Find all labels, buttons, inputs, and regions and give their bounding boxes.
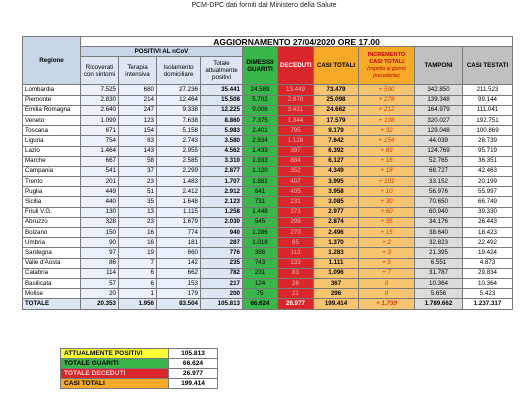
total-row [23, 299, 513, 309]
tamponi-cell: 21.395 [415, 248, 463, 258]
table-row [23, 95, 513, 105]
casi-totali-cell: 6.127 [314, 156, 359, 166]
terapia-cell: 13 [119, 207, 157, 217]
isolamento-cell: 774 [157, 228, 201, 238]
deceduti-cell: 271 [278, 207, 314, 217]
guariti-cell: 124 [243, 278, 278, 288]
terapia-cell: 19 [119, 248, 157, 258]
tamponi-cell: 320.027 [415, 115, 463, 125]
terapia-cell: 23 [119, 217, 157, 227]
casi-totali-cell: 7.642 [314, 136, 359, 146]
deceduti-cell: 21 [278, 289, 314, 299]
deceduti-cell: 1.128 [278, 136, 314, 146]
terapia-cell: 51 [119, 187, 157, 197]
table-row [23, 238, 513, 248]
guariti-cell: 24.589 [243, 85, 278, 95]
tamponi-cell: 10.364 [415, 278, 463, 288]
total-terapia-cell: 1.956 [119, 299, 157, 309]
incremento-cell: 0 [359, 278, 415, 288]
terapia-cell: 16 [119, 228, 157, 238]
ricoverati-cell: 328 [81, 217, 119, 227]
header-tamponi: TAMPONI [415, 47, 463, 85]
guariti-cell: 398 [243, 248, 278, 258]
isolamento-cell: 1.483 [157, 177, 201, 187]
casi-testati-cell: 55.997 [463, 187, 513, 197]
totale-positivi-cell: 776 [201, 248, 243, 258]
casi-totali-cell: 3.958 [314, 187, 359, 197]
deceduti-cell: 1.344 [278, 115, 314, 125]
ricoverati-cell: 754 [81, 136, 119, 146]
table-row [23, 166, 513, 176]
terapia-cell: 154 [119, 126, 157, 136]
table-row [23, 105, 513, 115]
casi-totali-cell: 1.111 [314, 258, 359, 268]
tamponi-cell: 5.656 [415, 289, 463, 299]
casi-testati-cell: 95.719 [463, 146, 513, 156]
tamponi-cell: 44.039 [415, 136, 463, 146]
table-row [23, 258, 513, 268]
isolamento-cell: 9.338 [157, 105, 201, 115]
guariti-cell: 1.120 [243, 166, 278, 176]
tamponi-cell: 60.940 [415, 207, 463, 217]
casi-testati-cell: 36.351 [463, 156, 513, 166]
terapia-cell: 37 [119, 166, 157, 176]
casi-totali-cell: 17.579 [314, 115, 359, 125]
guariti-cell: 545 [243, 217, 278, 227]
region-cell: Valle d'Aosta [23, 258, 81, 268]
terapia-cell: 143 [119, 146, 157, 156]
deceduti-cell: 299 [278, 217, 314, 227]
deceduti-cell: 231 [278, 197, 314, 207]
region-cell: Emilia Romagna [23, 105, 81, 115]
incremento-cell: + 101 [359, 177, 415, 187]
casi-testati-cell: 10.364 [463, 278, 513, 288]
table-row [23, 156, 513, 166]
casi-totali-cell: 25.098 [314, 95, 359, 105]
deceduti-cell: 270 [278, 228, 314, 238]
guariti-cell: 231 [243, 268, 278, 278]
terapia-cell: 214 [119, 95, 157, 105]
deceduti-cell: 407 [278, 177, 314, 187]
ricoverati-cell: 20 [81, 289, 119, 299]
table-row [23, 217, 513, 227]
isolamento-cell: 153 [157, 278, 201, 288]
incremento-cell: + 16 [359, 156, 415, 166]
casi-totali-cell: 296 [314, 289, 359, 299]
ricoverati-cell: 1.464 [81, 146, 119, 156]
terapia-cell: 6 [119, 278, 157, 288]
deceduti-cell: 3.431 [278, 105, 314, 115]
casi-totali-cell: 3.085 [314, 197, 359, 207]
incremento-cell: + 15 [359, 228, 415, 238]
deceduti-cell: 113 [278, 248, 314, 258]
table-row [23, 177, 513, 187]
deceduti-cell: 2.878 [278, 95, 314, 105]
ricoverati-cell: 86 [81, 258, 119, 268]
summary-value: 105.813 [169, 349, 218, 359]
header-terapia: Terapia intensiva [119, 57, 157, 85]
guariti-cell: 2.401 [243, 126, 278, 136]
casi-totali-cell: 2.496 [314, 228, 359, 238]
ricoverati-cell: 201 [81, 177, 119, 187]
isolamento-cell: 179 [157, 289, 201, 299]
tamponi-cell: 38.640 [415, 228, 463, 238]
header-ricoverati: Ricoverati con sintomi [81, 57, 119, 85]
isolamento-cell: 1.648 [157, 197, 201, 207]
terapia-cell: 6 [119, 268, 157, 278]
isolamento-cell: 660 [157, 248, 201, 258]
casi-testati-cell: 42.463 [463, 166, 513, 176]
totale-positivi-cell: 1.707 [201, 177, 243, 187]
region-cell: Lazio [23, 146, 81, 156]
totale-positivi-cell: 2.877 [201, 166, 243, 176]
casi-testati-cell: 18.423 [463, 228, 513, 238]
total-deceduti-cell: 26.977 [278, 299, 314, 309]
guariti-cell: 1.018 [243, 238, 278, 248]
totale-positivi-cell: 3.310 [201, 156, 243, 166]
guariti-cell: 2.934 [243, 136, 278, 146]
table-body [23, 85, 513, 309]
terapia-cell: 123 [119, 115, 157, 125]
totale-positivi-cell: 1.258 [201, 207, 243, 217]
incremento-cell: + 590 [359, 85, 415, 95]
terapia-cell: 7 [119, 258, 157, 268]
summary-value: 26.977 [169, 369, 218, 379]
guariti-cell: 1.448 [243, 207, 278, 217]
table-row [23, 207, 513, 217]
total-guariti-cell: 66.624 [243, 299, 278, 309]
table-row [23, 85, 513, 95]
totale-positivi-cell: 2.912 [201, 187, 243, 197]
casi-totali-cell: 24.662 [314, 105, 359, 115]
casi-testati-cell: 100.869 [463, 126, 513, 136]
incremento-cell: + 35 [359, 217, 415, 227]
isolamento-cell: 7.638 [157, 115, 201, 125]
deceduti-cell: 884 [278, 156, 314, 166]
table-row [23, 289, 513, 299]
totale-positivi-cell: 287 [201, 238, 243, 248]
table-row [23, 146, 513, 156]
ricoverati-cell: 114 [81, 268, 119, 278]
region-cell: Piemonte [23, 95, 81, 105]
guariti-cell: 641 [243, 187, 278, 197]
ricoverati-cell: 130 [81, 207, 119, 217]
tamponi-cell: 34.176 [415, 217, 463, 227]
guariti-cell: 7.375 [243, 115, 278, 125]
guariti-cell: 1.286 [243, 228, 278, 238]
tamponi-cell: 164.979 [415, 105, 463, 115]
casi-testati-cell: 28.739 [463, 136, 513, 146]
region-cell: Abruzzo [23, 217, 81, 227]
guariti-cell: 5.702 [243, 95, 278, 105]
guariti-cell: 9.006 [243, 105, 278, 115]
total-totale-positivi-cell: 105.813 [201, 299, 243, 309]
region-cell: Puglia [23, 187, 81, 197]
incremento-cell: + 278 [359, 95, 415, 105]
isolamento-cell: 27.236 [157, 85, 201, 95]
banner-row [23, 37, 513, 47]
region-cell: Calabria [23, 268, 81, 278]
region-cell: Bolzano [23, 228, 81, 238]
total-casi-totali-cell: 199.414 [314, 299, 359, 309]
group-header-row [23, 47, 513, 57]
casi-totali-cell: 2.874 [314, 217, 359, 227]
header-positivi-group: POSITIVI AL nCoV [81, 47, 243, 57]
header-regione: Regione [23, 37, 81, 85]
isolamento-cell: 2.743 [157, 136, 201, 146]
incremento-cell: + 3 [359, 248, 415, 258]
isolamento-cell: 2.955 [157, 146, 201, 156]
terapia-cell: 83 [119, 136, 157, 146]
table-row [23, 197, 513, 207]
totale-positivi-cell: 8.860 [201, 115, 243, 125]
summary-value: 66.624 [169, 359, 218, 369]
summary-label: CASI TOTALI [61, 379, 169, 389]
summary-value: 199.414 [169, 379, 218, 389]
region-cell: Sardegna [23, 248, 81, 258]
casi-testati-cell: 39.330 [463, 207, 513, 217]
incremento-cell: + 60 [359, 207, 415, 217]
guariti-cell: 731 [243, 197, 278, 207]
table-row [23, 126, 513, 136]
region-cell: Friuli V.G. [23, 207, 81, 217]
casi-testati-cell: 29.834 [463, 268, 513, 278]
region-cell: Sicilia [23, 197, 81, 207]
summary-totale-guariti [61, 359, 218, 369]
ricoverati-cell: 1.099 [81, 115, 119, 125]
tamponi-cell: 56.976 [415, 187, 463, 197]
terapia-cell: 23 [119, 177, 157, 187]
totale-positivi-cell: 3.580 [201, 136, 243, 146]
ricoverati-cell: 150 [81, 228, 119, 238]
ricoverati-cell: 541 [81, 166, 119, 176]
total-isolamento-cell: 83.504 [157, 299, 201, 309]
region-cell: Veneto [23, 115, 81, 125]
guariti-cell: 1.433 [243, 146, 278, 156]
deceduti-cell: 405 [278, 187, 314, 197]
ricoverati-cell: 7.525 [81, 85, 119, 95]
isolamento-cell: 142 [157, 258, 201, 268]
total-incremento-cell: + 1.739 [359, 299, 415, 309]
casi-totali-cell: 1.370 [314, 238, 359, 248]
isolamento-cell: 2.412 [157, 187, 201, 197]
incremento-cell: + 83 [359, 146, 415, 156]
ricoverati-cell: 440 [81, 197, 119, 207]
deceduti-cell: 26 [278, 278, 314, 288]
tamponi-cell: 139.348 [415, 95, 463, 105]
table-row [23, 268, 513, 278]
tamponi-cell: 52.765 [415, 156, 463, 166]
totale-positivi-cell: 5.983 [201, 126, 243, 136]
guariti-cell: 1.933 [243, 156, 278, 166]
summary-totale-deceduti [61, 369, 218, 379]
ricoverati-cell: 97 [81, 248, 119, 258]
tamponi-cell: 129.048 [415, 126, 463, 136]
totale-positivi-cell: 2.123 [201, 197, 243, 207]
region-cell: Marche [23, 156, 81, 166]
isolamento-cell: 1.679 [157, 217, 201, 227]
update-banner: AGGIORNAMENTO 27/04/2020 ORE 17.00 [81, 37, 513, 47]
incremento-cell: + 30 [359, 197, 415, 207]
incremento-cell: + 108 [359, 115, 415, 125]
terapia-cell: 35 [119, 197, 157, 207]
summary-label: TOTALE GUARITI [61, 359, 169, 369]
document-title: PCM-DPC dati forniti dal Ministero della Salute [191, 2, 337, 9]
header-casi-totali: CASI TOTALI [314, 47, 359, 85]
incremento-cell: + 212 [359, 105, 415, 115]
total-region-cell: TOTALE [23, 299, 81, 309]
covid-data-table [22, 36, 513, 310]
table-row [23, 228, 513, 238]
totale-positivi-cell: 940 [201, 228, 243, 238]
total-casi-testati-cell: 1.237.317 [463, 299, 513, 309]
ricoverati-cell: 2.640 [81, 105, 119, 115]
table-row [23, 187, 513, 197]
deceduti-cell: 133 [278, 258, 314, 268]
incremento-cell: + 18 [359, 166, 415, 176]
isolamento-cell: 12.464 [157, 95, 201, 105]
total-ricoverati-cell: 20.353 [81, 299, 119, 309]
region-cell: Lombardia [23, 85, 81, 95]
deceduti-cell: 13.449 [278, 85, 314, 95]
casi-totali-cell: 73.479 [314, 85, 359, 95]
terapia-cell: 16 [119, 238, 157, 248]
terapia-cell: 1 [119, 289, 157, 299]
incremento-cell: + 5 [359, 258, 415, 268]
region-cell: Campania [23, 166, 81, 176]
totale-positivi-cell: 4.562 [201, 146, 243, 156]
totale-positivi-cell: 15.508 [201, 95, 243, 105]
header-incremento-label: INCREMENTO CASI TOTALI [367, 51, 406, 65]
ricoverati-cell: 2.830 [81, 95, 119, 105]
incremento-cell: + 154 [359, 136, 415, 146]
casi-testati-cell: 211.523 [463, 85, 513, 95]
ricoverati-cell: 671 [81, 126, 119, 136]
table-row [23, 278, 513, 288]
casi-testati-cell: 192.751 [463, 115, 513, 125]
summary-casi-totali [61, 379, 218, 389]
totale-positivi-cell: 235 [201, 258, 243, 268]
deceduti-cell: 352 [278, 166, 314, 176]
casi-testati-cell: 22.492 [463, 238, 513, 248]
tamponi-cell: 342.850 [415, 85, 463, 95]
casi-testati-cell: 20.199 [463, 177, 513, 187]
deceduti-cell: 397 [278, 146, 314, 156]
header-casi-testati: CASI TESTATI [463, 47, 513, 85]
tamponi-cell: 70.650 [415, 197, 463, 207]
ricoverati-cell: 57 [81, 278, 119, 288]
summary-label: ATTUALMENTE POSITIVI [61, 349, 169, 359]
summary-attualmente-positivi [61, 349, 218, 359]
deceduti-cell: 795 [278, 126, 314, 136]
region-cell: Molise [23, 289, 81, 299]
table-row [23, 115, 513, 125]
isolamento-cell: 5.158 [157, 126, 201, 136]
summary-label: TOTALE DECEDUTI [61, 369, 169, 379]
deceduti-cell: 83 [278, 268, 314, 278]
region-cell: Toscana [23, 126, 81, 136]
totale-positivi-cell: 12.225 [201, 105, 243, 115]
header-incremento-sub: (rispetto al giorno precedente) [367, 65, 406, 79]
casi-totali-cell: 4.349 [314, 166, 359, 176]
incremento-cell: + 10 [359, 187, 415, 197]
casi-testati-cell: 19.424 [463, 248, 513, 258]
casi-totali-cell: 1.096 [314, 268, 359, 278]
ricoverati-cell: 90 [81, 238, 119, 248]
ricoverati-cell: 667 [81, 156, 119, 166]
casi-totali-cell: 6.392 [314, 146, 359, 156]
total-tamponi-cell: 1.789.662 [415, 299, 463, 309]
isolamento-cell: 2.585 [157, 156, 201, 166]
guariti-cell: 743 [243, 258, 278, 268]
tamponi-cell: 6.551 [415, 258, 463, 268]
casi-testati-cell: 5.423 [463, 289, 513, 299]
tamponi-cell: 124.769 [415, 146, 463, 156]
totale-positivi-cell: 35.441 [201, 85, 243, 95]
table-row [23, 136, 513, 146]
header-deceduti: DECEDUTI [278, 47, 314, 85]
incremento-cell: + 32 [359, 126, 415, 136]
incremento-cell: + 2 [359, 238, 415, 248]
casi-totali-cell: 9.179 [314, 126, 359, 136]
isolamento-cell: 181 [157, 238, 201, 248]
header-isolamento: Isolamento domiciliare [157, 57, 201, 85]
tamponi-cell: 31.787 [415, 268, 463, 278]
guariti-cell: 1.881 [243, 177, 278, 187]
header-incremento [359, 47, 415, 85]
totale-positivi-cell: 217 [201, 278, 243, 288]
isolamento-cell: 662 [157, 268, 201, 278]
region-cell: Liguria [23, 136, 81, 146]
casi-testati-cell: 4.873 [463, 258, 513, 268]
totale-positivi-cell: 200 [201, 289, 243, 299]
terapia-cell: 58 [119, 156, 157, 166]
ricoverati-cell: 449 [81, 187, 119, 197]
deceduti-cell: 65 [278, 238, 314, 248]
casi-totali-cell: 3.995 [314, 177, 359, 187]
region-cell: Basilicata [23, 278, 81, 288]
region-cell: Trento [23, 177, 81, 187]
table-row [23, 248, 513, 258]
region-cell: Umbria [23, 238, 81, 248]
header-totale-positivi: Totale attualmente positivi [201, 57, 243, 85]
casi-testati-cell: 66.749 [463, 197, 513, 207]
incremento-cell: + 7 [359, 268, 415, 278]
guariti-cell: 75 [243, 289, 278, 299]
tamponi-cell: 33.152 [415, 177, 463, 187]
casi-totali-cell: 1.283 [314, 248, 359, 258]
terapia-cell: 680 [119, 85, 157, 95]
totale-positivi-cell: 782 [201, 268, 243, 278]
totale-positivi-cell: 2.030 [201, 217, 243, 227]
tamponi-cell: 68.727 [415, 166, 463, 176]
summary-table [60, 348, 218, 389]
terapia-cell: 247 [119, 105, 157, 115]
casi-testati-cell: 99.144 [463, 95, 513, 105]
header-dimessi: DIMESSI/ GUARITI [243, 47, 278, 85]
tamponi-cell: 32.823 [415, 238, 463, 248]
isolamento-cell: 2.299 [157, 166, 201, 176]
casi-totali-cell: 367 [314, 278, 359, 288]
isolamento-cell: 1.115 [157, 207, 201, 217]
casi-testati-cell: 111.041 [463, 105, 513, 115]
incremento-cell: 0 [359, 289, 415, 299]
casi-testati-cell: 26.443 [463, 217, 513, 227]
casi-totali-cell: 2.977 [314, 207, 359, 217]
